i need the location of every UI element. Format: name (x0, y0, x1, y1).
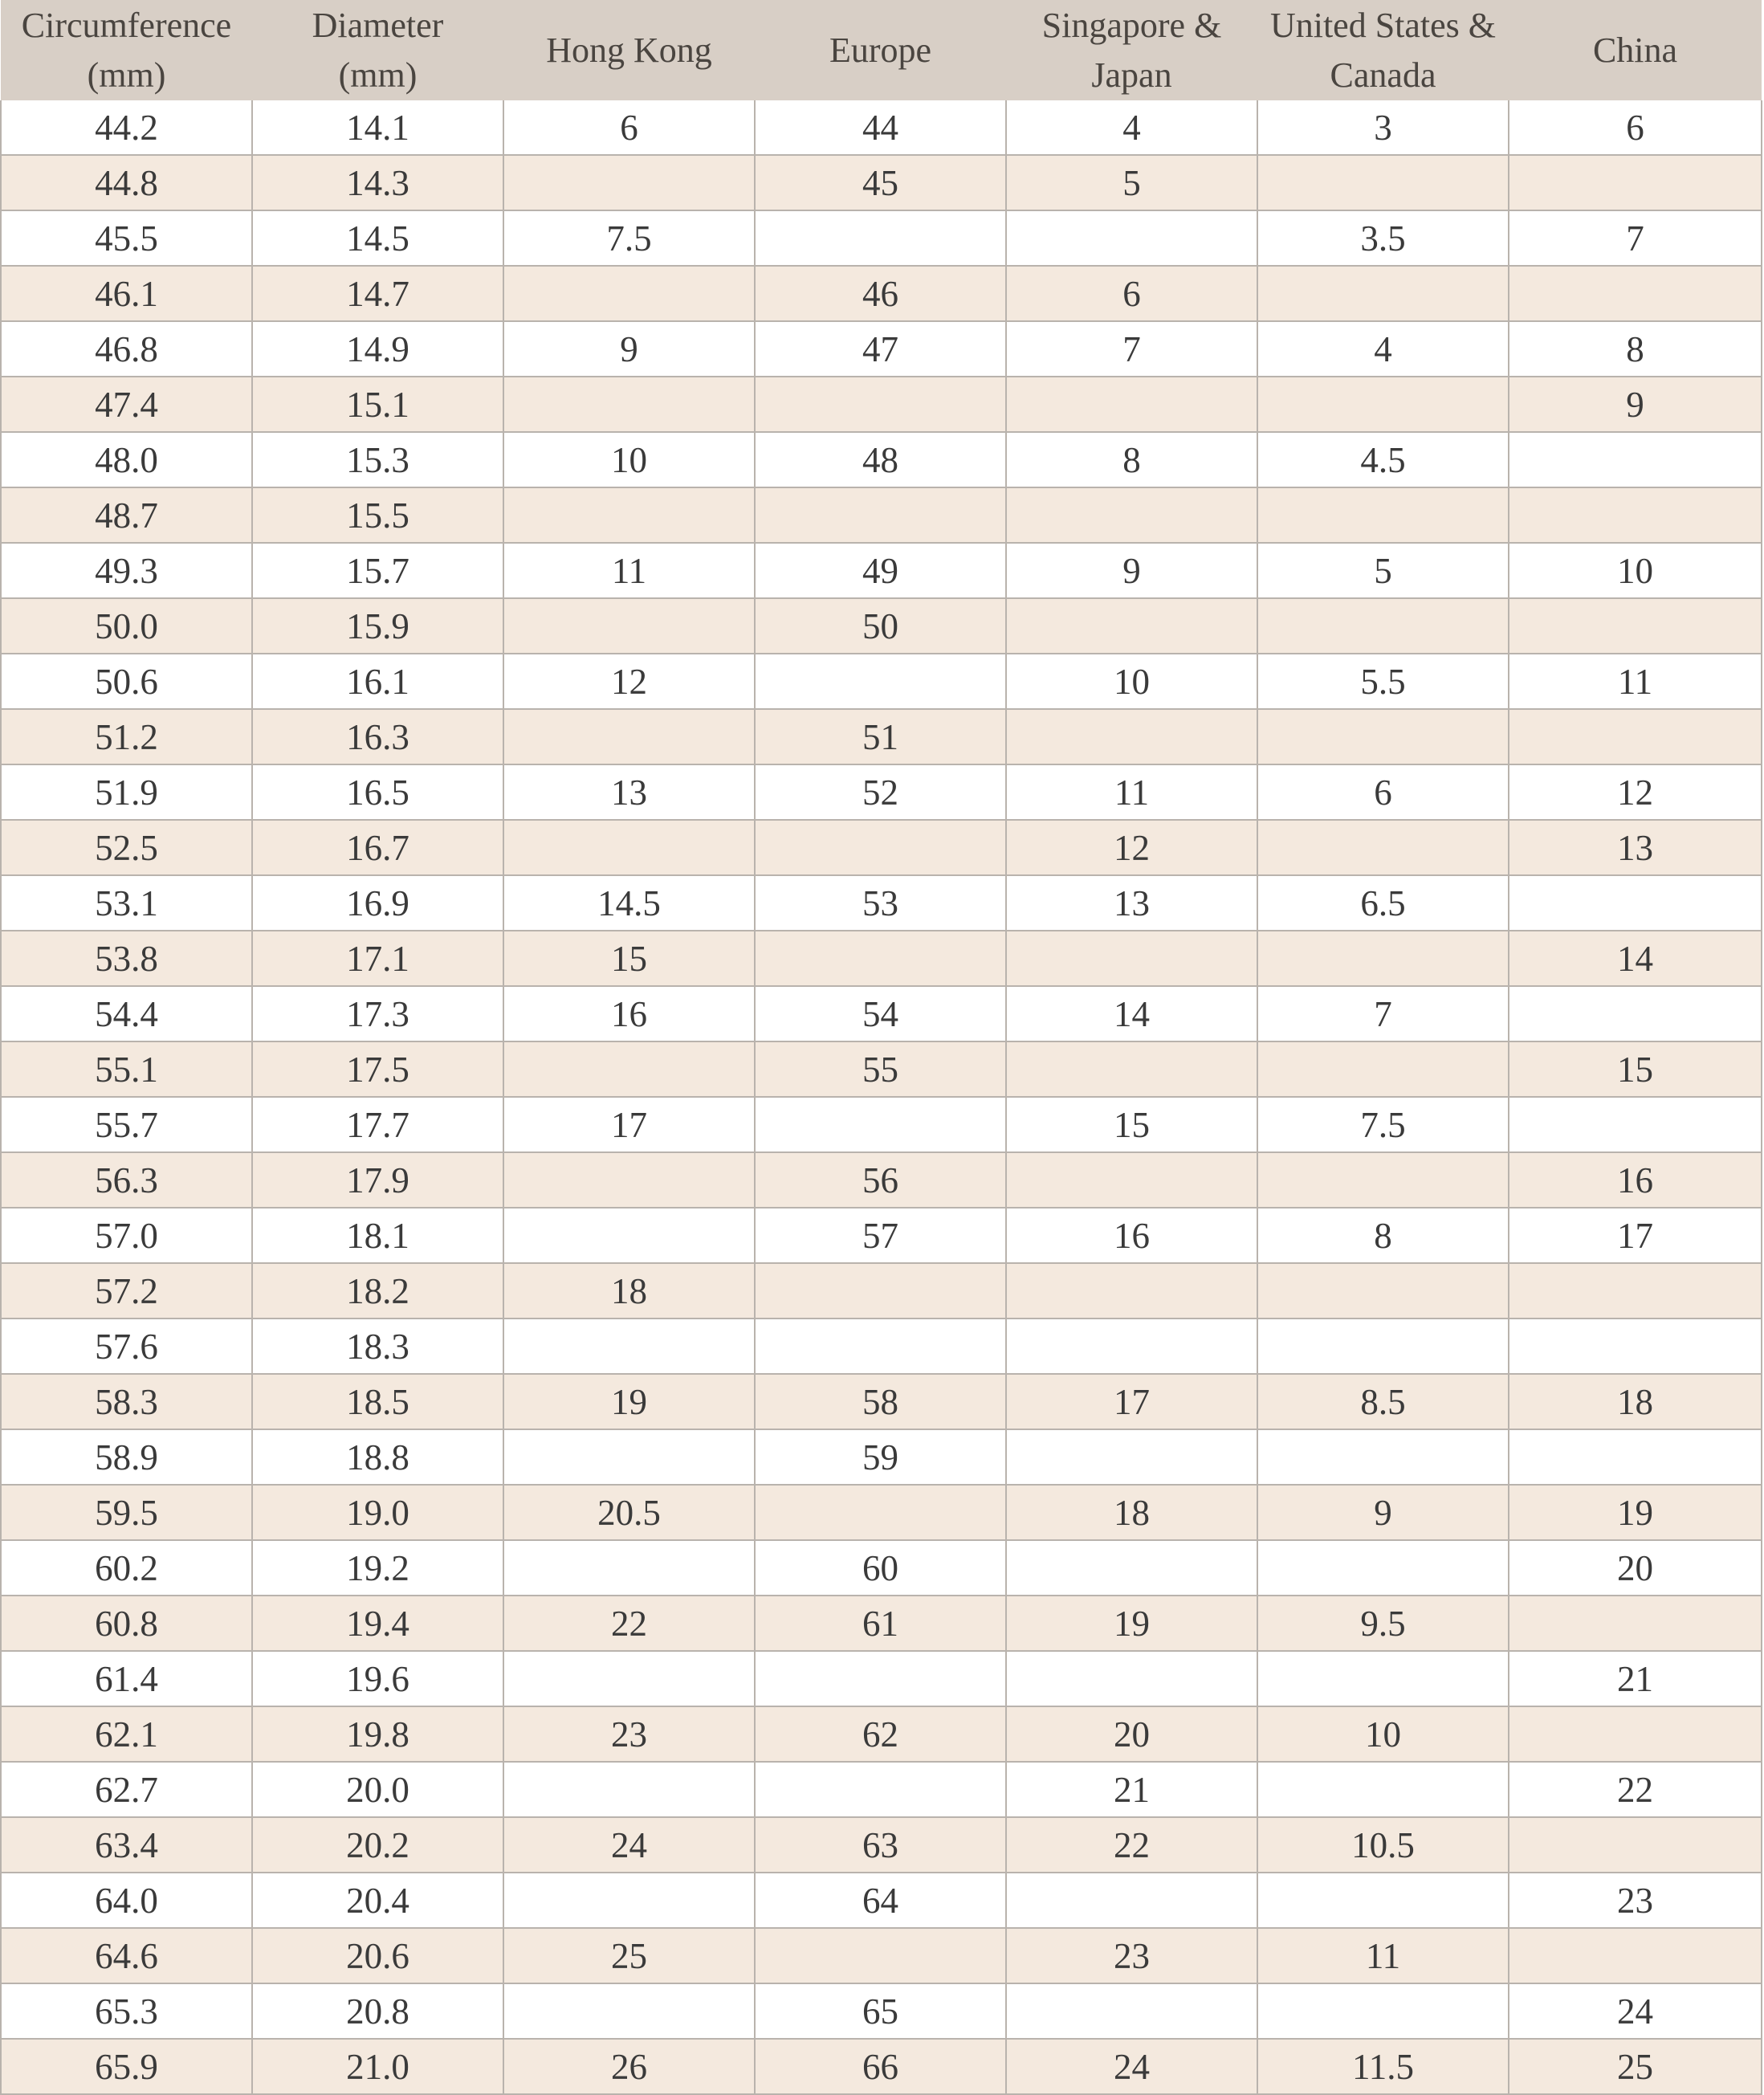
cell-united-states-canada: 6.5 (1257, 875, 1509, 931)
cell-europe (755, 1762, 1006, 1817)
cell-circumference: 58.9 (1, 1429, 252, 1485)
cell-singapore-japan (1006, 598, 1257, 654)
cell-united-states-canada: 3 (1257, 100, 1509, 155)
cell-hong-kong (503, 1152, 755, 1208)
cell-hong-kong: 25 (503, 1928, 755, 1983)
cell-singapore-japan: 6 (1006, 266, 1257, 321)
cell-singapore-japan: 18 (1006, 1485, 1257, 1540)
cell-circumference: 63.4 (1, 1817, 252, 1873)
table-row (1, 709, 1762, 764)
cell-china (1509, 155, 1762, 210)
cell-diameter: 17.7 (252, 1097, 503, 1152)
cell-europe: 60 (755, 1540, 1006, 1596)
cell-europe (755, 1485, 1006, 1540)
cell-europe: 54 (755, 986, 1006, 1041)
cell-china: 6 (1509, 100, 1762, 155)
cell-singapore-japan: 19 (1006, 1596, 1257, 1651)
cell-china (1509, 1319, 1762, 1374)
table-body (1, 100, 1762, 2094)
table-row (1, 1983, 1762, 2039)
table-row (1, 321, 1762, 377)
table-row (1, 1651, 1762, 1706)
cell-diameter: 14.9 (252, 321, 503, 377)
cell-china (1509, 487, 1762, 543)
cell-europe: 48 (755, 432, 1006, 487)
table-row (1, 543, 1762, 598)
cell-circumference: 55.7 (1, 1097, 252, 1152)
cell-diameter: 16.9 (252, 875, 503, 931)
cell-europe (755, 1319, 1006, 1374)
cell-china (1509, 1706, 1762, 1762)
cell-hong-kong: 18 (503, 1263, 755, 1319)
cell-circumference: 46.1 (1, 266, 252, 321)
cell-hong-kong: 12 (503, 654, 755, 709)
cell-singapore-japan: 14 (1006, 986, 1257, 1041)
cell-united-states-canada: 7.5 (1257, 1097, 1509, 1152)
cell-united-states-canada: 5 (1257, 543, 1509, 598)
cell-europe: 62 (755, 1706, 1006, 1762)
cell-hong-kong (503, 1983, 755, 2039)
cell-hong-kong: 24 (503, 1817, 755, 1873)
cell-china (1509, 1928, 1762, 1983)
cell-united-states-canada: 4.5 (1257, 432, 1509, 487)
cell-united-states-canada: 9.5 (1257, 1596, 1509, 1651)
cell-singapore-japan: 7 (1006, 321, 1257, 377)
cell-singapore-japan (1006, 1651, 1257, 1706)
cell-china: 17 (1509, 1208, 1762, 1263)
cell-europe (755, 377, 1006, 432)
header-diameter: Diameter (mm) (252, 0, 503, 100)
cell-europe: 63 (755, 1817, 1006, 1873)
cell-china: 13 (1509, 820, 1762, 875)
cell-europe: 51 (755, 709, 1006, 764)
header-united-states-canada: United States & Canada (1257, 0, 1509, 100)
cell-circumference: 44.2 (1, 100, 252, 155)
cell-hong-kong: 16 (503, 986, 755, 1041)
cell-circumference: 56.3 (1, 1152, 252, 1208)
cell-diameter: 18.3 (252, 1319, 503, 1374)
header-europe: Europe (755, 0, 1006, 100)
cell-hong-kong (503, 820, 755, 875)
cell-china (1509, 1263, 1762, 1319)
cell-singapore-japan: 17 (1006, 1374, 1257, 1429)
cell-singapore-japan: 16 (1006, 1208, 1257, 1263)
cell-europe: 53 (755, 875, 1006, 931)
cell-singapore-japan: 13 (1006, 875, 1257, 931)
cell-hong-kong (503, 1873, 755, 1928)
table-row (1, 1928, 1762, 1983)
cell-europe (755, 654, 1006, 709)
cell-diameter: 16.1 (252, 654, 503, 709)
cell-europe: 47 (755, 321, 1006, 377)
cell-united-states-canada (1257, 1263, 1509, 1319)
cell-singapore-japan (1006, 931, 1257, 986)
table-row (1, 986, 1762, 1041)
cell-diameter: 18.8 (252, 1429, 503, 1485)
cell-hong-kong: 7.5 (503, 210, 755, 266)
cell-united-states-canada (1257, 1429, 1509, 1485)
cell-diameter: 18.5 (252, 1374, 503, 1429)
cell-europe (755, 1928, 1006, 1983)
cell-united-states-canada (1257, 931, 1509, 986)
cell-china: 14 (1509, 931, 1762, 986)
cell-china (1509, 598, 1762, 654)
table-row (1, 1152, 1762, 1208)
cell-hong-kong (503, 709, 755, 764)
cell-diameter: 16.5 (252, 764, 503, 820)
cell-united-states-canada (1257, 1651, 1509, 1706)
cell-china: 24 (1509, 1983, 1762, 2039)
cell-china: 19 (1509, 1485, 1762, 1540)
cell-circumference: 44.8 (1, 155, 252, 210)
table-row (1, 1319, 1762, 1374)
cell-china (1509, 1429, 1762, 1485)
cell-china (1509, 432, 1762, 487)
cell-united-states-canada: 10.5 (1257, 1817, 1509, 1873)
cell-circumference: 59.5 (1, 1485, 252, 1540)
cell-china (1509, 1097, 1762, 1152)
cell-united-states-canada (1257, 487, 1509, 543)
table-row (1, 875, 1762, 931)
cell-singapore-japan (1006, 1319, 1257, 1374)
cell-circumference: 50.0 (1, 598, 252, 654)
cell-hong-kong (503, 1208, 755, 1263)
table-row (1, 1097, 1762, 1152)
table-row (1, 210, 1762, 266)
cell-circumference: 60.2 (1, 1540, 252, 1596)
cell-singapore-japan: 21 (1006, 1762, 1257, 1817)
table-row (1, 1873, 1762, 1928)
cell-diameter: 19.6 (252, 1651, 503, 1706)
cell-diameter: 18.1 (252, 1208, 503, 1263)
cell-hong-kong (503, 266, 755, 321)
cell-singapore-japan: 11 (1006, 764, 1257, 820)
cell-europe: 45 (755, 155, 1006, 210)
cell-circumference: 45.5 (1, 210, 252, 266)
cell-singapore-japan: 15 (1006, 1097, 1257, 1152)
cell-singapore-japan (1006, 1540, 1257, 1596)
cell-hong-kong: 6 (503, 100, 755, 155)
cell-hong-kong: 13 (503, 764, 755, 820)
cell-singapore-japan (1006, 1873, 1257, 1928)
cell-europe: 46 (755, 266, 1006, 321)
cell-circumference: 57.6 (1, 1319, 252, 1374)
cell-circumference: 64.6 (1, 1928, 252, 1983)
table-row (1, 2039, 1762, 2094)
cell-united-states-canada: 8 (1257, 1208, 1509, 1263)
cell-singapore-japan: 24 (1006, 2039, 1257, 2094)
cell-diameter: 14.7 (252, 266, 503, 321)
cell-europe: 56 (755, 1152, 1006, 1208)
cell-singapore-japan: 8 (1006, 432, 1257, 487)
cell-diameter: 21.0 (252, 2039, 503, 2094)
cell-europe: 65 (755, 1983, 1006, 2039)
table-row (1, 1485, 1762, 1540)
cell-diameter: 17.1 (252, 931, 503, 986)
cell-europe (755, 931, 1006, 986)
cell-united-states-canada (1257, 820, 1509, 875)
cell-united-states-canada (1257, 1873, 1509, 1928)
cell-united-states-canada: 7 (1257, 986, 1509, 1041)
cell-singapore-japan (1006, 487, 1257, 543)
table-row (1, 266, 1762, 321)
cell-china: 10 (1509, 543, 1762, 598)
cell-diameter: 17.5 (252, 1041, 503, 1097)
cell-circumference: 46.8 (1, 321, 252, 377)
cell-hong-kong: 10 (503, 432, 755, 487)
cell-circumference: 51.9 (1, 764, 252, 820)
cell-europe (755, 1263, 1006, 1319)
cell-singapore-japan: 9 (1006, 543, 1257, 598)
header-hong-kong: Hong Kong (503, 0, 755, 100)
cell-circumference: 57.2 (1, 1263, 252, 1319)
cell-hong-kong (503, 598, 755, 654)
header-circumference: Circumference (mm) (1, 0, 252, 100)
cell-united-states-canada: 3.5 (1257, 210, 1509, 266)
cell-circumference: 48.7 (1, 487, 252, 543)
cell-europe (755, 820, 1006, 875)
cell-singapore-japan (1006, 1152, 1257, 1208)
cell-hong-kong: 22 (503, 1596, 755, 1651)
cell-china: 8 (1509, 321, 1762, 377)
table-row (1, 100, 1762, 155)
cell-diameter: 14.5 (252, 210, 503, 266)
cell-united-states-canada (1257, 709, 1509, 764)
cell-diameter: 16.3 (252, 709, 503, 764)
cell-singapore-japan: 4 (1006, 100, 1257, 155)
cell-united-states-canada: 8.5 (1257, 1374, 1509, 1429)
table-row (1, 820, 1762, 875)
cell-united-states-canada (1257, 1319, 1509, 1374)
table-row (1, 1540, 1762, 1596)
table-row (1, 931, 1762, 986)
cell-circumference: 57.0 (1, 1208, 252, 1263)
cell-diameter: 15.9 (252, 598, 503, 654)
cell-europe: 49 (755, 543, 1006, 598)
cell-singapore-japan (1006, 1983, 1257, 2039)
cell-diameter: 20.2 (252, 1817, 503, 1873)
cell-diameter: 19.8 (252, 1706, 503, 1762)
cell-diameter: 16.7 (252, 820, 503, 875)
cell-europe: 64 (755, 1873, 1006, 1928)
cell-singapore-japan (1006, 210, 1257, 266)
cell-hong-kong (503, 155, 755, 210)
cell-circumference: 65.3 (1, 1983, 252, 2039)
cell-hong-kong: 23 (503, 1706, 755, 1762)
cell-singapore-japan (1006, 1263, 1257, 1319)
cell-united-states-canada (1257, 1152, 1509, 1208)
cell-europe: 57 (755, 1208, 1006, 1263)
table-row (1, 1041, 1762, 1097)
cell-diameter: 18.2 (252, 1263, 503, 1319)
table-row (1, 377, 1762, 432)
cell-circumference: 54.4 (1, 986, 252, 1041)
table-row (1, 1817, 1762, 1873)
table-row (1, 1263, 1762, 1319)
cell-circumference: 47.4 (1, 377, 252, 432)
cell-united-states-canada: 4 (1257, 321, 1509, 377)
cell-china: 22 (1509, 1762, 1762, 1817)
cell-china: 16 (1509, 1152, 1762, 1208)
cell-europe (755, 487, 1006, 543)
cell-europe: 58 (755, 1374, 1006, 1429)
table-row (1, 654, 1762, 709)
cell-hong-kong (503, 487, 755, 543)
cell-circumference: 51.2 (1, 709, 252, 764)
cell-diameter: 15.7 (252, 543, 503, 598)
cell-united-states-canada: 11.5 (1257, 2039, 1509, 2094)
cell-united-states-canada (1257, 1041, 1509, 1097)
table-row (1, 487, 1762, 543)
cell-circumference: 50.6 (1, 654, 252, 709)
cell-diameter: 15.3 (252, 432, 503, 487)
cell-hong-kong: 15 (503, 931, 755, 986)
cell-united-states-canada: 9 (1257, 1485, 1509, 1540)
cell-diameter: 14.3 (252, 155, 503, 210)
cell-europe: 59 (755, 1429, 1006, 1485)
cell-united-states-canada (1257, 266, 1509, 321)
cell-united-states-canada (1257, 377, 1509, 432)
table-row (1, 155, 1762, 210)
cell-hong-kong (503, 1651, 755, 1706)
cell-hong-kong (503, 1762, 755, 1817)
cell-hong-kong: 11 (503, 543, 755, 598)
cell-china: 25 (1509, 2039, 1762, 2094)
cell-europe: 66 (755, 2039, 1006, 2094)
cell-singapore-japan (1006, 1041, 1257, 1097)
cell-singapore-japan (1006, 1429, 1257, 1485)
cell-china (1509, 986, 1762, 1041)
cell-hong-kong: 26 (503, 2039, 755, 2094)
cell-singapore-japan: 22 (1006, 1817, 1257, 1873)
cell-china (1509, 875, 1762, 931)
cell-circumference: 62.7 (1, 1762, 252, 1817)
table-row (1, 432, 1762, 487)
cell-china: 7 (1509, 210, 1762, 266)
cell-china (1509, 266, 1762, 321)
cell-europe (755, 1097, 1006, 1152)
cell-hong-kong: 9 (503, 321, 755, 377)
cell-singapore-japan: 5 (1006, 155, 1257, 210)
cell-europe: 52 (755, 764, 1006, 820)
cell-europe: 44 (755, 100, 1006, 155)
cell-united-states-canada: 11 (1257, 1928, 1509, 1983)
cell-singapore-japan: 10 (1006, 654, 1257, 709)
cell-china: 21 (1509, 1651, 1762, 1706)
cell-united-states-canada: 6 (1257, 764, 1509, 820)
cell-diameter: 17.9 (252, 1152, 503, 1208)
cell-singapore-japan: 12 (1006, 820, 1257, 875)
cell-circumference: 48.0 (1, 432, 252, 487)
table-row (1, 1762, 1762, 1817)
cell-united-states-canada (1257, 1983, 1509, 2039)
cell-diameter: 20.6 (252, 1928, 503, 1983)
table-row (1, 1429, 1762, 1485)
cell-hong-kong: 19 (503, 1374, 755, 1429)
cell-hong-kong (503, 377, 755, 432)
table-row (1, 598, 1762, 654)
cell-diameter: 19.2 (252, 1540, 503, 1596)
cell-europe: 61 (755, 1596, 1006, 1651)
header-china: China (1509, 0, 1762, 100)
cell-circumference: 52.5 (1, 820, 252, 875)
cell-singapore-japan (1006, 377, 1257, 432)
table-row (1, 1706, 1762, 1762)
cell-hong-kong (503, 1319, 755, 1374)
cell-hong-kong (503, 1429, 755, 1485)
cell-china: 15 (1509, 1041, 1762, 1097)
cell-europe: 55 (755, 1041, 1006, 1097)
table-row (1, 1374, 1762, 1429)
cell-singapore-japan: 23 (1006, 1928, 1257, 1983)
cell-circumference: 60.8 (1, 1596, 252, 1651)
cell-diameter: 20.0 (252, 1762, 503, 1817)
cell-china: 23 (1509, 1873, 1762, 1928)
cell-circumference: 53.1 (1, 875, 252, 931)
table-row (1, 764, 1762, 820)
cell-diameter: 20.4 (252, 1873, 503, 1928)
cell-diameter: 20.8 (252, 1983, 503, 2039)
cell-circumference: 61.4 (1, 1651, 252, 1706)
header-row (1, 0, 1762, 100)
cell-diameter: 14.1 (252, 100, 503, 155)
cell-hong-kong: 20.5 (503, 1485, 755, 1540)
cell-circumference: 64.0 (1, 1873, 252, 1928)
table-row (1, 1208, 1762, 1263)
cell-diameter: 19.0 (252, 1485, 503, 1540)
cell-united-states-canada (1257, 1762, 1509, 1817)
cell-united-states-canada: 10 (1257, 1706, 1509, 1762)
cell-europe (755, 210, 1006, 266)
cell-hong-kong: 17 (503, 1097, 755, 1152)
table-header (1, 0, 1762, 100)
cell-china: 18 (1509, 1374, 1762, 1429)
cell-china (1509, 1817, 1762, 1873)
cell-diameter: 17.3 (252, 986, 503, 1041)
cell-singapore-japan: 20 (1006, 1706, 1257, 1762)
cell-united-states-canada (1257, 598, 1509, 654)
cell-united-states-canada: 5.5 (1257, 654, 1509, 709)
table-row (1, 1596, 1762, 1651)
cell-china (1509, 1596, 1762, 1651)
cell-europe: 50 (755, 598, 1006, 654)
cell-europe (755, 1651, 1006, 1706)
cell-singapore-japan (1006, 709, 1257, 764)
cell-circumference: 49.3 (1, 543, 252, 598)
cell-united-states-canada (1257, 1540, 1509, 1596)
header-singapore-japan: Singapore & Japan (1006, 0, 1257, 100)
cell-diameter: 15.1 (252, 377, 503, 432)
cell-china (1509, 709, 1762, 764)
cell-circumference: 65.9 (1, 2039, 252, 2094)
cell-china: 11 (1509, 654, 1762, 709)
cell-hong-kong (503, 1041, 755, 1097)
cell-circumference: 55.1 (1, 1041, 252, 1097)
cell-circumference: 58.3 (1, 1374, 252, 1429)
cell-circumference: 53.8 (1, 931, 252, 986)
cell-united-states-canada (1257, 155, 1509, 210)
cell-diameter: 15.5 (252, 487, 503, 543)
cell-hong-kong: 14.5 (503, 875, 755, 931)
cell-china: 9 (1509, 377, 1762, 432)
cell-diameter: 19.4 (252, 1596, 503, 1651)
cell-china: 12 (1509, 764, 1762, 820)
cell-circumference: 62.1 (1, 1706, 252, 1762)
cell-china: 20 (1509, 1540, 1762, 1596)
cell-hong-kong (503, 1540, 755, 1596)
